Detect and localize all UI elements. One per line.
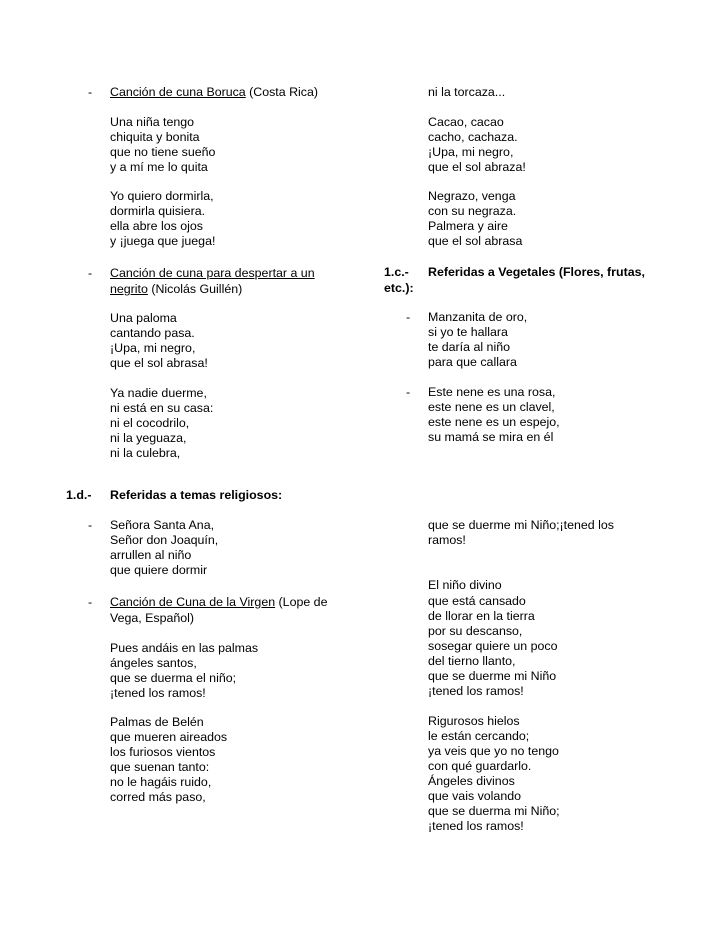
verse-line: que se duerma el niño;	[110, 671, 237, 685]
verse-line: Señora Santa Ana,	[110, 518, 215, 532]
poem-author: (Lope de	[275, 595, 328, 609]
poem-title: negrito	[110, 282, 148, 296]
section-heading: Referidas a temas religiosos:	[110, 488, 283, 502]
verse-line: Palmera y aire	[428, 219, 508, 233]
verse-line: le están cercando;	[428, 729, 530, 743]
verse-line: sosegar quiere un poco	[428, 639, 558, 653]
verse-line: este nene es un clavel,	[428, 400, 555, 414]
bullet: -	[88, 85, 93, 99]
verse-line: que el sol abraza!	[428, 160, 526, 174]
bullet: -	[88, 518, 93, 532]
verse-line: ¡Upa, mi negro,	[428, 145, 514, 159]
bullet: -	[88, 595, 93, 609]
verse-line: que vais volando	[428, 789, 521, 803]
verse-line: arrullen al niño	[110, 548, 192, 562]
verse-line: dormirla quisiera.	[110, 204, 206, 218]
verse-line: que quiere dormir	[110, 563, 208, 577]
verse-line: chiquita y bonita	[110, 130, 200, 144]
section-number: 1.d.-	[66, 488, 92, 502]
verse-line: ella abre los ojos	[110, 219, 203, 233]
verse-line: los furiosos vientos	[110, 745, 216, 759]
verse-line: ni la yeguaza,	[110, 431, 187, 445]
verse-line: de llorar en la tierra	[428, 609, 535, 623]
verse-line: ¡Upa, mi negro,	[110, 341, 196, 355]
verse-line: no le hagáis ruido,	[110, 775, 212, 789]
poem-title: Canción de cuna para despertar a un	[110, 266, 315, 280]
verse-line: para que callara	[428, 355, 517, 369]
verse-line: y ¡juega que juega!	[110, 234, 216, 248]
verse-line: Manzanita de oro,	[428, 310, 528, 324]
verse-line: Negrazo, venga	[428, 189, 516, 203]
verse-line: ¡tened los ramos!	[428, 684, 524, 698]
verse-line: que mueren aireados	[110, 730, 228, 744]
verse-line: cacho, cachaza.	[428, 130, 518, 144]
poem-origin: (Costa Rica)	[245, 85, 318, 99]
verse-line: por su descanso,	[428, 624, 523, 638]
verse-line: que está cansado	[428, 594, 526, 608]
bullet: -	[406, 385, 411, 399]
verse-line: Yo quiero dormirla,	[110, 189, 214, 203]
verse-line: ¡tened los ramos!	[428, 819, 524, 833]
verse-line: cantando pasa.	[110, 326, 195, 340]
verse-line: su mamá se mira en él	[428, 430, 554, 444]
verse-line: ya veis que yo no tengo	[428, 744, 559, 758]
verse-line: Cacao, cacao	[428, 115, 504, 129]
verse-line: ¡tened los ramos!	[110, 686, 206, 700]
verse-line: ni la culebra,	[110, 446, 181, 460]
verse-line: que el sol abrasa!	[110, 356, 208, 370]
verse-line: que el sol abrasa	[428, 234, 523, 248]
verse-line: Rigurosos hielos	[428, 714, 520, 728]
verse-line: corred más paso,	[110, 790, 206, 804]
verse-line: Ángeles divinos	[428, 774, 515, 788]
section-number: 1.c.-	[384, 265, 409, 279]
poem-title-line	[110, 85, 318, 100]
poem-author: (Nicolás Guillén)	[147, 282, 243, 296]
poem-author: Vega, Español)	[110, 611, 195, 625]
poem-title-line	[110, 282, 242, 297]
verse-line: Una niña tengo	[110, 115, 195, 129]
verse-line: ni el cocodrilo,	[110, 416, 190, 430]
poem-title: Canción de cuna Boruca	[110, 85, 246, 99]
poem-title: Canción de Cuna de la Virgen	[110, 595, 276, 609]
bullet: -	[88, 266, 93, 280]
verse-line: te daría al niño	[428, 340, 510, 354]
bullet: -	[406, 310, 411, 324]
verse-line: Una paloma	[110, 311, 177, 325]
verse-line: Señor don Joaquín,	[110, 533, 219, 547]
verse-line: que suenan tanto:	[110, 760, 210, 774]
verse-line: con su negraza.	[428, 204, 517, 218]
verse-line: que no tiene sueño	[110, 145, 216, 159]
section-heading: Referidas a Vegetales (Flores, frutas,	[428, 265, 645, 279]
verse-line: que se duerme mi Niño;¡tened los	[428, 518, 614, 532]
verse-line: si yo te hallara	[428, 325, 508, 339]
verse-line: del tierno llanto,	[428, 654, 516, 668]
verse-line: este nene es un espejo,	[428, 415, 560, 429]
verse-line: ramos!	[428, 533, 466, 547]
verse-line: Palmas de Belén	[110, 715, 204, 729]
verse-line: y a mí me lo quita	[110, 160, 208, 174]
verse-line: Pues andáis en las palmas	[110, 641, 259, 655]
verse-line: El niño divino	[428, 578, 502, 592]
verse-line: que se duerme mi Niño	[428, 669, 557, 683]
section-heading-continued: etc.):	[384, 281, 414, 295]
verse-line: Este nene es una rosa,	[428, 385, 556, 399]
verse-line: que se duerma mi Niño;	[428, 804, 560, 818]
verse-line: ángeles santos,	[110, 656, 197, 670]
verse-line: con qué guardarlo.	[428, 759, 532, 773]
verse-line: ni la torcaza...	[428, 85, 506, 99]
verse-line: Ya nadie duerme,	[110, 386, 207, 400]
poem-title-line	[110, 595, 327, 610]
verse-line: ni está en su casa:	[110, 401, 214, 415]
